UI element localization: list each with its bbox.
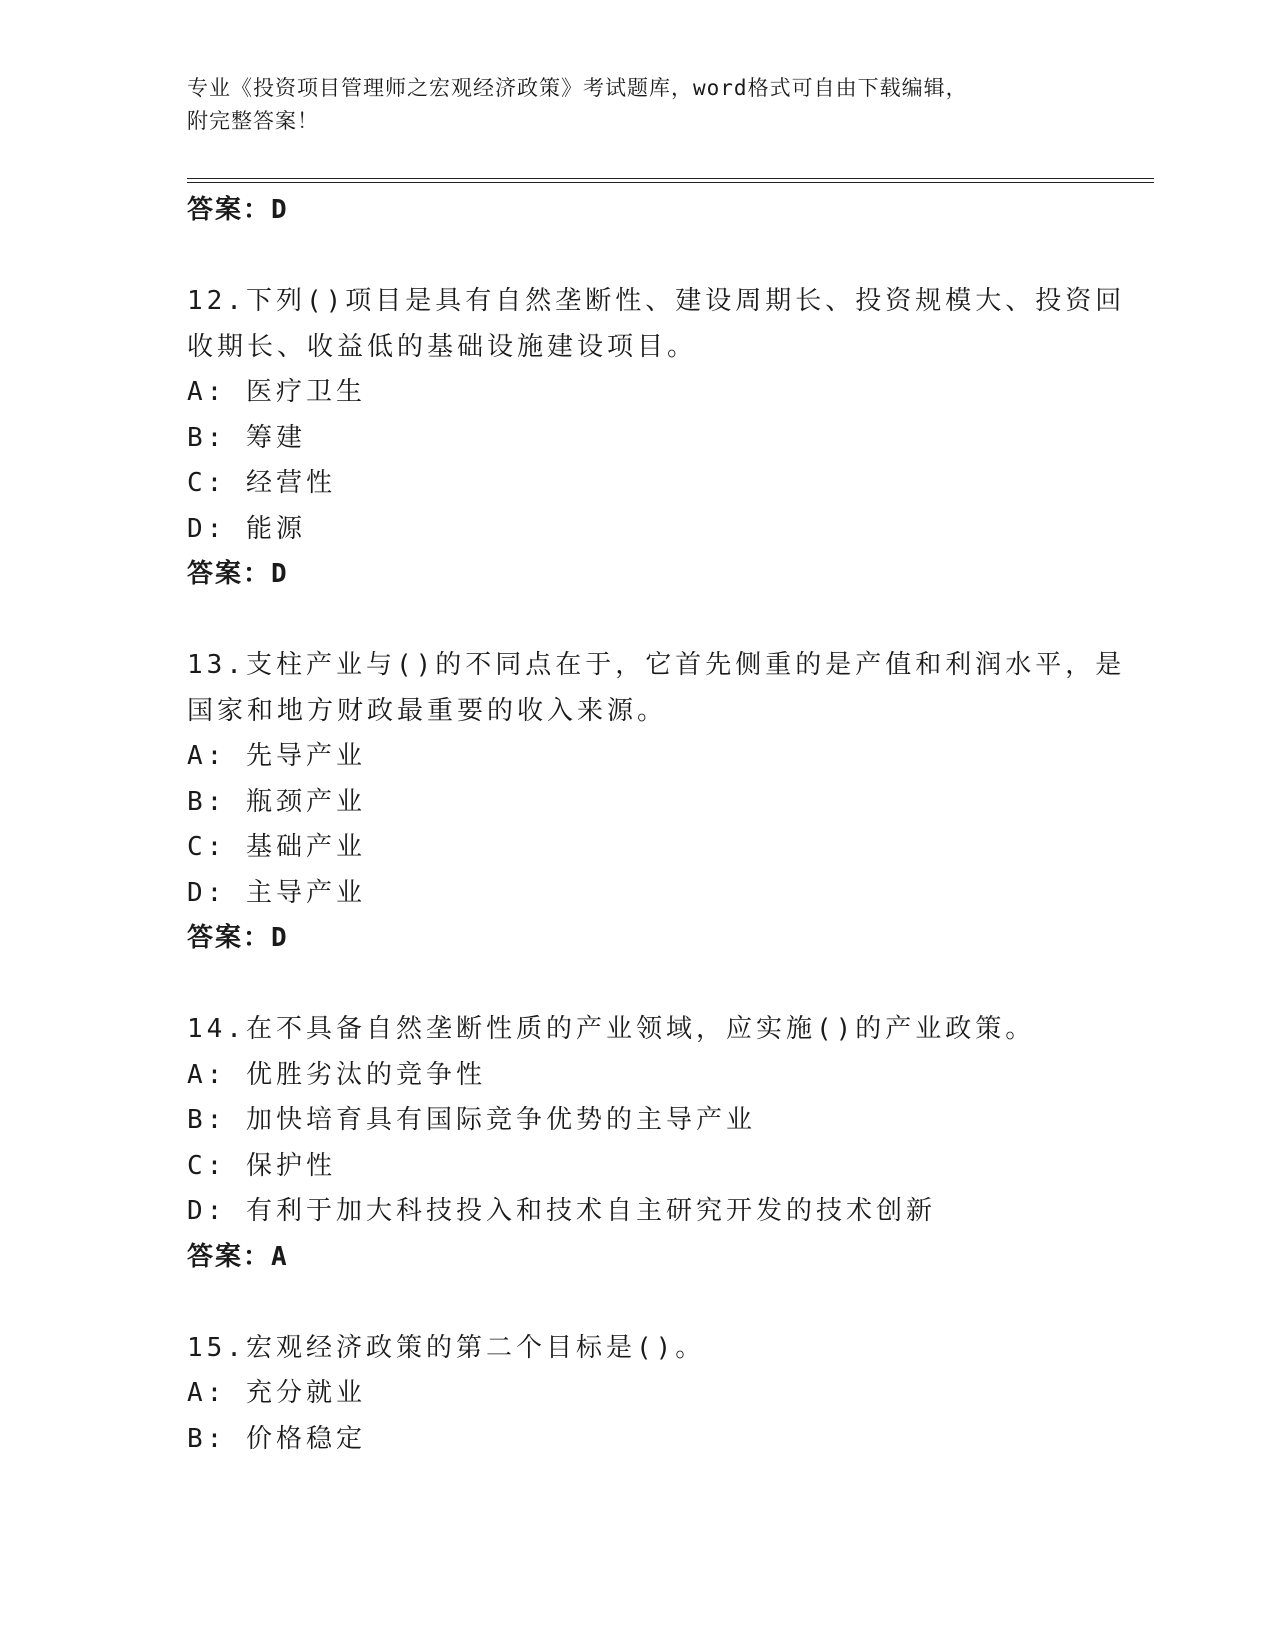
spacer — [187, 598, 1087, 644]
spacer — [187, 962, 1087, 1008]
spacer — [187, 1280, 1087, 1326]
option-a: A: 先导产业 — [187, 741, 366, 771]
option-c: C: 经营性 — [187, 468, 336, 498]
option-b: B: 筹建 — [187, 422, 306, 453]
header-line-2: 附完整答案！ — [187, 109, 319, 133]
option-b: B: 瓶颈产业 — [187, 786, 366, 817]
question-12 — [187, 279, 1126, 598]
option-b: B: 价格稳定 — [187, 1423, 366, 1454]
answer-line: 答案：D — [187, 559, 289, 589]
option-c: C: 保护性 — [187, 1150, 336, 1181]
option-a: A: 优胜劣汰的竞争性 — [187, 1059, 486, 1090]
option-c: C: 基础产业 — [187, 832, 366, 862]
answer-line: 答案：A — [187, 1241, 289, 1272]
question-list — [187, 188, 1126, 1462]
option-a: A: 医疗卫生 — [187, 377, 366, 407]
question-stem: 12.下列()项目是具有自然垄断性、建设周期长、投资规模大、投资回 — [187, 286, 1126, 316]
document-header — [187, 72, 1067, 138]
option-b: B: 加快培育具有国际竞争优势的主导产业 — [187, 1105, 756, 1135]
option-d: D: 有利于加大科技投入和技术自主研究开发的技术创新 — [187, 1196, 936, 1226]
option-a: A: 充分就业 — [187, 1378, 366, 1408]
answer-line: 答案：D — [187, 195, 289, 225]
question-stem: 13.支柱产业与()的不同点在于，它首先侧重的是产值和利润水平，是 — [187, 650, 1126, 680]
question-13 — [187, 643, 1126, 962]
question-14 — [187, 1007, 1087, 1280]
question-stem: 国家和地方财政最重要的收入来源。 — [187, 695, 668, 726]
header-divider — [187, 178, 1154, 183]
spacer — [187, 234, 1087, 280]
header-line-1: 专业《投资项目管理师之宏观经济政策》考试题库，word格式可自由下载编辑， — [187, 76, 968, 100]
question-15 — [187, 1326, 1087, 1463]
question-stem: 15.宏观经济政策的第二个目标是()。 — [187, 1332, 706, 1363]
option-d: D: 主导产业 — [187, 877, 366, 908]
question-stem: 收期长、收益低的基础设施建设项目。 — [187, 331, 698, 362]
answer-line: 答案：D — [187, 923, 289, 953]
question-stem: 14.在不具备自然垄断性质的产业领域，应实施()的产业政策。 — [187, 1014, 1036, 1044]
option-d: D: 能源 — [187, 513, 306, 544]
